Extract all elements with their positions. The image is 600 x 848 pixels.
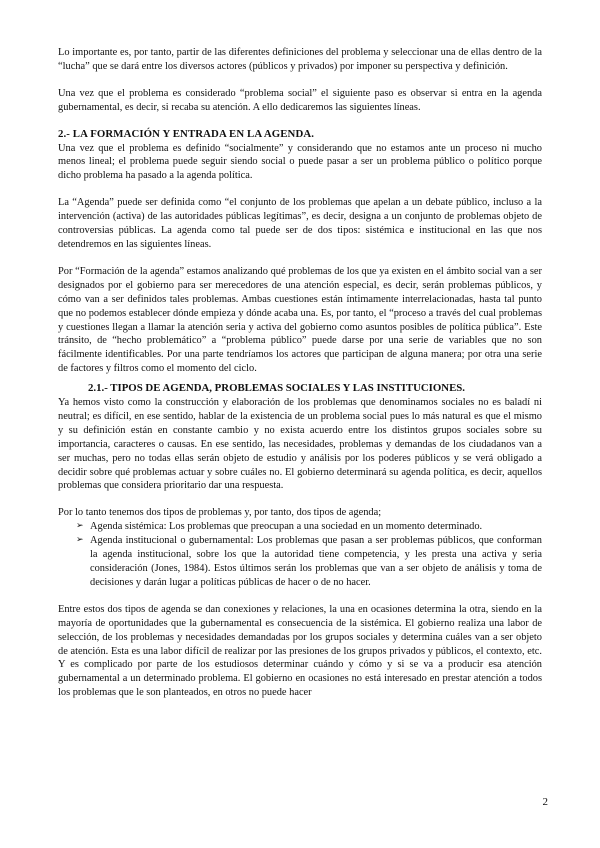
paragraph: Ya hemos visto como la construcción y elaboración de los problemas que denominamos sociales no es baladí ni neutral; es difícil, en ese sentido, hablar de la existencia de un problema social pues lo más natural es que el mismo y su definición están en constante cambio y no exista acuerdo entre los distintos grupos sociales sobre su importancia, caracteres o causas. En ese sentido, las necesidades, problemas y demandas de los ciudadanos van a ser muchas, pero no todas ellas serán objeto de estudio y análisis por los poderes públicos y se verá obligado a decidir sobre qué problemas actuar y sobre cuáles no. El gobierno determinará su agenda política, es decir, aquellos problemas que considera prioritario dar una respuesta. — [58, 397, 542, 492]
list-item — [76, 520, 542, 534]
paragraph: Una vez que el problema es considerado “problema social” el siguiente paso es observar si entra en la agenda gubernamental, es decir, si recaba su atención. A ello dedicaremos las siguientes líneas. — [58, 87, 542, 113]
paragraph: Por “Formación de la agenda” estamos analizando qué problemas de los que ya existen en el ámbito social van a ser designados por el gobierno para ser merecedores de una atención especial, es decir, serán problemas públicos, y cómo van a ser definidos tales problemas. Ambas cuestiones están íntimamente interrelacionadas, hasta tal punto que no podemos establecer dónde empieza y dónde acaba una. Es, por tanto, el “proceso a través del cual problemas y cuestiones llegan a llamar la atención seria y activa del gobierno como asuntos posibles de política pública”. Este tránsito, de “hecho problemático” a “problema público” puede darse por una serie de variables que no son fácilmente identificables. Por una parte tendríamos los actores que participan de alguna manera; por otra una serie de factores y filtros como el momento del ciclo. — [58, 265, 542, 375]
list-item — [76, 534, 542, 590]
section-heading: 2.- LA FORMACIÓN Y ENTRADA EN LA AGENDA. — [58, 127, 315, 140]
list-item-text: Agenda institucional o gubernamental: Los problemas que pasan a ser problemas públicos, que conforman la agenda institucional, sobre los que la autoridad tiene competencia, y les presta una activa y seria consideración (Jones, 1984). Estos últimos serán los problemas que van a ser objeto de análisis y toma de decisiones y darán lugar a políticas públicas de hacer o de no hacer. — [90, 535, 542, 588]
list-item-text: Agenda sistémica: Los problemas que preocupan a una sociedad en un momento determinado. — [90, 521, 483, 533]
arrow-bullet-icon: ➢ — [76, 521, 84, 532]
paragraph: Por lo tanto tenemos dos tipos de problemas y, por tanto, dos tipos de agenda; — [58, 507, 382, 519]
paragraph: La “Agenda” puede ser definida como “el conjunto de los problemas que apelan a un debate público, incluso a la intervención (activa) de las autoridades públicas legítimas”, es decir, designa a un conjunto de problemas objeto de controversias públicas. La agenda como tal puede ser de dos tipos: sistémica e institucional en las que nos detendremos en las siguientes líneas. — [58, 197, 542, 250]
subsection-heading: 2.1.- TIPOS DE AGENDA, PROBLEMAS SOCIALES Y LAS INSTITUCIONES. — [88, 382, 465, 395]
arrow-bullet-icon: ➢ — [76, 535, 84, 546]
bullet-list — [58, 520, 542, 590]
paragraph: Lo importante es, por tanto, partir de las diferentes definiciones del problema y seleccionar una de ellas dentro de la “lucha” que se dará entre los diversos actores (públicos y privados) por imponer su perspectiva y definición. — [58, 47, 542, 72]
paragraph: Una vez que el problema es definido “socialmente” y considerando que no estamos ante un proceso ni mucho menos lineal; el problema puede seguir siendo social o puede pasar a ser un problema público o político porque dicho problema ha pasado a la agenda política. — [58, 142, 542, 182]
page-number: 2 — [542, 796, 548, 808]
paragraph: Entre estos dos tipos de agenda se dan conexiones y relaciones, la una en ocasiones determina la otra, siendo en la mayoría de oportunidades que la gubernamental es consecuencia de la sistémica. El gobierno realiza una labor de selección, de los problemas y necesidades demandadas por los grupos sociales y determina cuáles van a ser objeto de atención. Esta es una labor difícil de realizar por las presiones de los grupos privados y públicos, el contexto, etc. Y es complicado por parte de los estudiosos determinar cuándo y cómo y si se va a producir esa atención gubernamental a un determinado problema. El gobierno en ocasiones no está interesado en prestar atención a todos los problemas que le son planteados, en otros no puede hacer — [58, 603, 542, 699]
